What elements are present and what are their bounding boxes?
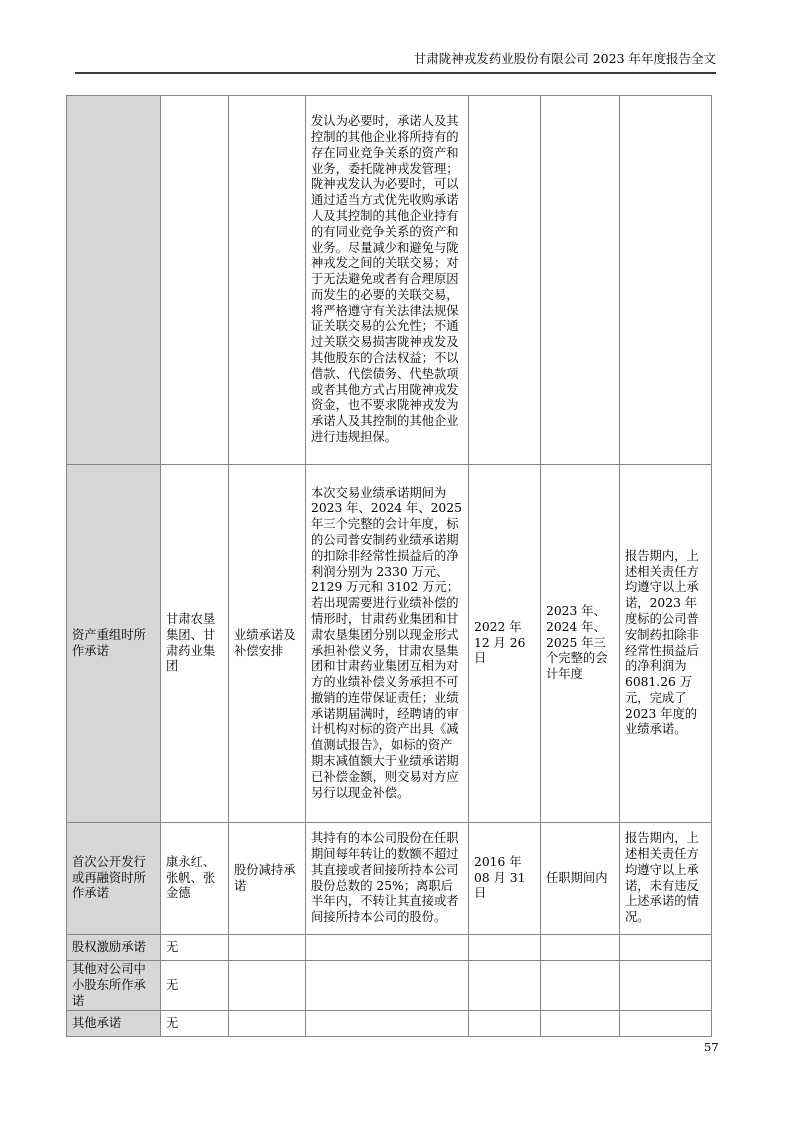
cell-category [67,96,161,465]
cell-commitment-type [229,935,306,961]
cell-commitment-content [306,935,469,961]
cell-covenantor: 无 [161,935,229,961]
cell-covenantor [161,96,229,465]
cell-commitment-term: 任职期间内 [541,823,620,935]
cell-covenantor: 甘肃农垦集团、甘肃药业集团 [161,465,229,823]
table-row-equity-incentive [67,935,712,961]
cell-commitment-term [541,1011,620,1037]
cell-performance-status: 报告期内，上述相关责任方均遵守以上承诺，未有违反上述承诺的情况。 [620,823,712,935]
cell-commitment-type: 股份减持承诺 [229,823,306,935]
cell-category: 其他承诺 [67,1011,161,1037]
cell-commitment-type: 业绩承诺及补偿安排 [229,465,306,823]
cell-commitment-date [469,961,541,1011]
cell-commitment-date [469,96,541,465]
cell-performance-status [620,1011,712,1037]
cell-commitment-date: 2022 年 12 月 26 日 [469,465,541,823]
cell-category: 资产重组时所作承诺 [67,465,161,823]
cell-commitment-date [469,935,541,961]
cell-commitment-type [229,96,306,465]
cell-performance-status [620,935,712,961]
cell-commitment-date: 2016 年 08 月 31 日 [469,823,541,935]
cell-commitment-term [541,96,620,465]
cell-performance-status: 报告期内，上述相关责任方均遵守以上承诺，2023 年度标的公司普安制药扣除非经常性损益后的净利润为 6081.26 万元，完成了 2023 年度的业绩承诺。 [620,465,712,823]
cell-performance-status [620,96,712,465]
cell-covenantor: 康永红、张帆、张金德 [161,823,229,935]
cell-commitment-date [469,1011,541,1037]
commitments-table [66,95,712,1037]
table-row-other-commitments [67,1011,712,1037]
table-row-ipo-refinancing [67,823,712,935]
cell-commitment-type [229,1011,306,1037]
report-header-title: 甘肃陇神戎发药业股份有限公司 2023 年年度报告全文 [75,50,716,74]
table-row-continuation [67,96,712,465]
cell-covenantor: 无 [161,961,229,1011]
cell-commitment-content [306,961,469,1011]
cell-category: 首次公开发行或再融资时所作承诺 [67,823,161,935]
table-row-asset-restructuring [67,465,712,823]
cell-category: 股权激励承诺 [67,935,161,961]
cell-commitment-content: 发认为必要时，承诺人及其控制的其他企业将所持有的存在同业竞争关系的资产和业务，委托陇神戎发管理；陇神戎发认为必要时，可以通过适当方式优先收购承诺人及其控制的其他企业持有的有同业竞争关系的资产和业务。尽量减少和避免与陇神戎发之间的关联交易；对于无法避免或者有合理原因而发生的必要的关联交易，将严格遵守有关法律法规保证关联交易的公允性；不通过关联交易损害陇神戎发及其他股东的合法权益；不以借款、代偿债务、代垫款项或者其他方式占用陇神戎发资金，也不要求陇神戎发为承诺人及其控制的其他企业进行违规担保。 [306,96,469,465]
cell-commitment-term [541,935,620,961]
table-row-minority-shareholders [67,961,712,1011]
cell-performance-status [620,961,712,1011]
cell-commitment-term: 2023 年、2024 年、2025 年三个完整的会计年度 [541,465,620,823]
cell-commitment-type [229,961,306,1011]
cell-commitment-content: 其持有的本公司股份在任职期间每年转让的数额不超过其直接或者间接所持本公司股份总数的 25%；离职后半年内，不转让其直接或者间接所持本公司的股份。 [306,823,469,935]
cell-covenantor: 无 [161,1011,229,1037]
page-number: 57 [704,1040,719,1054]
cell-commitment-content [306,1011,469,1037]
cell-category: 其他对公司中小股东所作承诺 [67,961,161,1011]
cell-commitment-term [541,961,620,1011]
cell-commitment-content: 本次交易业绩承诺期间为 2023 年、2024 年、2025 年三个完整的会计年度，标的公司普安制药业绩承诺期的扣除非经常性损益后的净利润分别为 2330 万元、2129 万元和 3102 万元；若出现需要进行业绩补偿的情形时，甘肃药业集团和甘肃农垦集团分别以现金形式承担补偿义务，甘肃农垦集团和甘肃药业集团互相为对方的业绩补偿义务承担不可撤销的连带保证责任；业绩承诺期届满时，经聘请的审计机构对标的资产出具《减值测试报告》，如标的资产期末减值额大于业绩承诺期已补偿金额，则交易对方应另行以现金补偿。 [306,465,469,823]
